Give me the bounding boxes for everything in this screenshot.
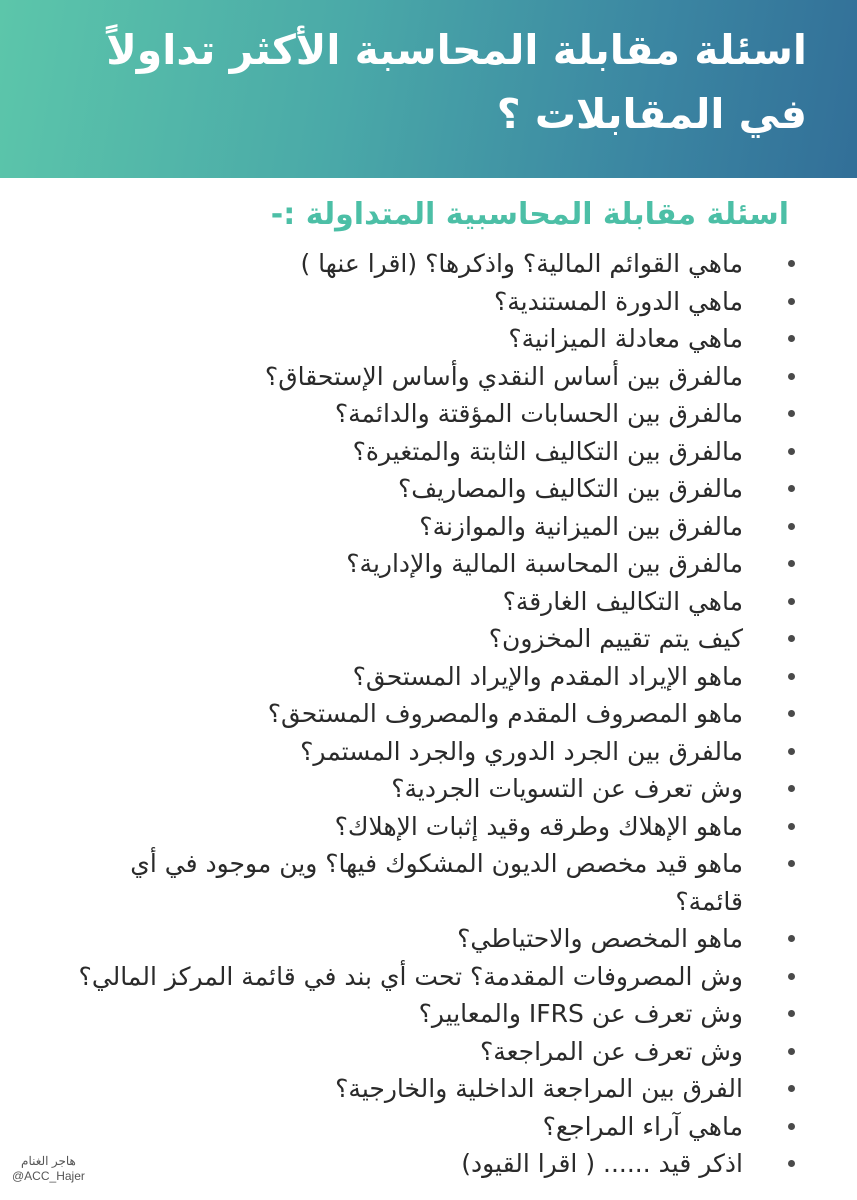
question-text: ماهو المصروف المقدم والمصروف المستحق؟ [267, 699, 743, 728]
bullet-icon [788, 710, 795, 717]
list-item [60, 1033, 829, 1071]
question-text: كيف يتم تقييم المخزون؟ [488, 624, 743, 653]
bullet-icon [788, 748, 795, 755]
list-item [60, 395, 829, 433]
question-text: ماهي الدورة المستندية؟ [493, 286, 743, 316]
question-text: ماهي آراء المراجع؟ [542, 1111, 743, 1141]
list-item [60, 1145, 829, 1183]
question-text: وش تعرف عن IFRS والمعايير؟ [418, 999, 743, 1028]
question-text: مالفرق بين التكاليف والمصاريف؟ [398, 474, 743, 503]
list-item [60, 658, 829, 696]
list-item [60, 808, 829, 846]
bullet-icon [788, 260, 795, 267]
bullet-icon [788, 973, 795, 980]
question-text: مالفرق بين أساس النقدي وأساس الإستحقاق؟ [264, 361, 743, 391]
bullet-icon [788, 598, 795, 605]
bullet-icon [788, 485, 795, 492]
bullet-icon [788, 935, 795, 942]
question-text: مالفرق بين الميزانية والموازنة؟ [419, 511, 743, 541]
bullet-icon [788, 635, 795, 642]
bullet-icon [788, 785, 795, 792]
bullet-icon [788, 1160, 795, 1167]
page-title: اسئلة مقابلة المحاسبة الأكثر تداولاً في المقابلات ؟ [106, 26, 807, 138]
question-text: مالفرق بين الجرد الدوري والجرد المستمر؟ [300, 736, 743, 766]
bullet-icon [788, 335, 795, 342]
list-item [60, 620, 829, 658]
list-item [60, 245, 829, 283]
question-text: ماهي التكاليف الغارقة؟ [502, 586, 743, 616]
author-name: هاجر الغنام [21, 1154, 76, 1168]
question-text: مالفرق بين المحاسبة المالية والإدارية؟ [346, 549, 743, 578]
list-item [60, 733, 829, 771]
author-handle: @ACC_Hajer [12, 1169, 85, 1183]
question-text: ماهو قيد مخصص الديون المشكوك فيها؟ وين موجود في أي قائمة؟ [130, 849, 743, 916]
question-text: مالفرق بين التكاليف الثابتة والمتغيرة؟ [352, 436, 743, 466]
bullet-icon [788, 298, 795, 305]
question-text: ماهو الإيراد المقدم والإيراد المستحق؟ [352, 661, 743, 691]
question-text: ماهو الإهلاك وطرقه وقيد إثبات الإهلاك؟ [334, 811, 743, 841]
list-item [60, 583, 829, 621]
bullet-icon [788, 1123, 795, 1130]
question-text: ماهي القوائم المالية؟ واذكرها؟ (اقرا عنها ) [300, 249, 743, 278]
bullet-icon [788, 448, 795, 455]
question-text: مالفرق بين الحسابات المؤقتة والدائمة؟ [334, 399, 743, 428]
section-title: اسئلة مقابلة المحاسبية المتداولة :- [270, 197, 789, 232]
bullet-icon [788, 523, 795, 530]
list-item [60, 1070, 829, 1108]
bullet-icon [788, 560, 795, 567]
list-item [60, 508, 829, 546]
bullet-icon [788, 410, 795, 417]
bullet-icon [788, 823, 795, 830]
list-item [60, 958, 829, 996]
list-item [60, 995, 829, 1033]
list-item [60, 545, 829, 583]
list-item [60, 320, 829, 358]
list-item [60, 845, 829, 920]
question-text: اذكر قيد ...... ( اقرا القيود) [461, 1149, 743, 1178]
bullet-icon [788, 860, 795, 867]
list-item [60, 1108, 829, 1146]
bullet-icon [788, 1085, 795, 1092]
header-banner [0, 0, 857, 178]
author-watermark [12, 1154, 85, 1184]
bullet-icon [788, 1048, 795, 1055]
list-item [60, 770, 829, 808]
list-item [60, 695, 829, 733]
list-item [60, 920, 829, 958]
list-item [60, 283, 829, 321]
bullet-icon [788, 373, 795, 380]
question-text: وش المصروفات المقدمة؟ تحت أي بند في قائمة المركز المالي؟ [78, 961, 743, 991]
question-text: ماهي معادلة الميزانية؟ [508, 324, 743, 353]
question-text: ماهو المخصص والاحتياطي؟ [457, 924, 743, 953]
question-text: وش تعرف عن التسويات الجردية؟ [391, 774, 743, 803]
list-item [60, 433, 829, 471]
questions-list [0, 245, 857, 1183]
list-item [60, 358, 829, 396]
list-item [60, 470, 829, 508]
bullet-icon [788, 1010, 795, 1017]
bullet-icon [788, 673, 795, 680]
question-text: الفرق بين المراجعة الداخلية والخارجية؟ [335, 1074, 743, 1103]
question-text: وش تعرف عن المراجعة؟ [479, 1036, 743, 1066]
